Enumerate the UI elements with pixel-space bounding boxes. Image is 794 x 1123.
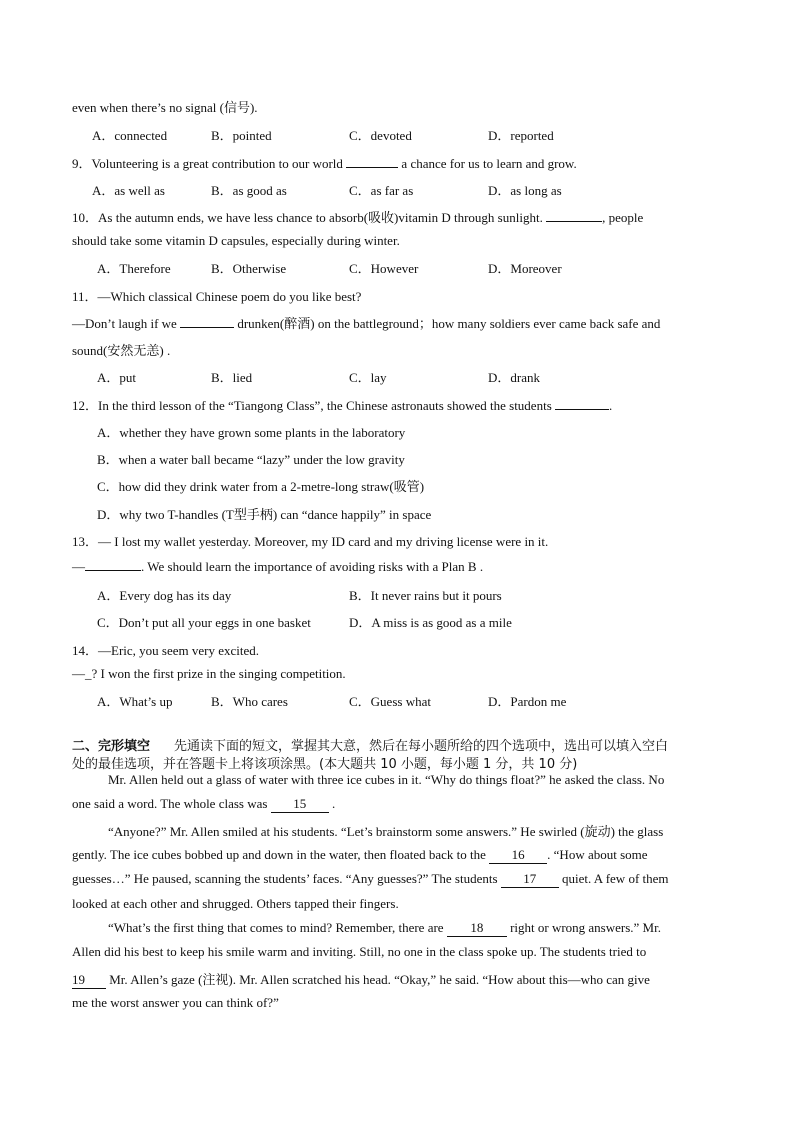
- passage-p3-line4: me the worst answer you can think of?”: [72, 995, 279, 1010]
- passage-p2-line2-pre: gently. The ice cubes bobbed up and down in the water, then floated back to the: [72, 847, 486, 862]
- blank-19[interactable]: 19: [72, 972, 106, 989]
- passage-p3-line3: [72, 969, 650, 989]
- q8-option-a[interactable]: A．connected: [92, 128, 168, 143]
- q9-stem: [72, 153, 577, 172]
- q14-number: 14．: [72, 643, 99, 658]
- passage-p2-line3-pre: guesses…” He paused, scanning the students’ faces. “Any guesses?” The students: [72, 871, 498, 886]
- q10-option-b[interactable]: B．Otherwise: [211, 261, 287, 276]
- blank-15[interactable]: 15: [271, 796, 329, 813]
- q11-option-a[interactable]: A．put: [97, 370, 137, 385]
- q9-option-a[interactable]: A．as well as: [92, 183, 165, 198]
- passage-p2-line2-post: . “How about some: [547, 847, 648, 862]
- q11-stem-pre: —Don’t laugh if we: [72, 316, 177, 331]
- section2-instructions-1: 先通读下面的短文，掌握其大意，然后在每小题所给的四个选项中，选出可以填入空白: [174, 739, 669, 754]
- q13-stem-pre: —: [72, 559, 85, 574]
- q13-option-b[interactable]: B．It never rains but it pours: [349, 588, 502, 603]
- q13-option-a[interactable]: A．Every dog has its day: [97, 588, 232, 603]
- q11-stem: [72, 286, 361, 305]
- passage-p3-line3-post: Mr. Allen’s gaze (注视). Mr. Allen scratched his head. “Okay,” he said. “How about this—who can give: [109, 972, 650, 987]
- q10-option-a[interactable]: A．Therefore: [97, 261, 171, 276]
- q9-blank[interactable]: [346, 155, 398, 168]
- q10-stem-post: , people: [602, 210, 644, 225]
- q13-stem-post: . We should learn the importance of avoiding risks with a Plan B .: [141, 559, 484, 574]
- q11-option-c[interactable]: C．lay: [349, 370, 387, 385]
- q10-number: 10．: [72, 210, 99, 225]
- q11-blank[interactable]: [180, 315, 234, 328]
- q12-stem: [72, 395, 612, 414]
- q14-option-d[interactable]: D．Pardon me: [488, 694, 567, 709]
- q13-number: 13．: [72, 534, 99, 549]
- q12-option-b[interactable]: B．when a water ball became “lazy” under the low gravity: [97, 452, 405, 467]
- q14-stem-line2: —_? I won the first prize in the singing competition.: [72, 666, 346, 681]
- section2-instructions-2: 处的最佳选项，并在答题卡上将该项涂黑。(本大题共 10 小题，每小题 1 分，共 10 分): [72, 757, 578, 772]
- blank-17[interactable]: 17: [501, 871, 559, 888]
- q13-blank[interactable]: [85, 558, 141, 571]
- passage-p2-line1: “Anyone?” Mr. Allen smiled at his students. “Let’s brainstorm some answers.” He swirled (旋动) the glass: [108, 824, 664, 839]
- q9-stem-post: a chance for us to learn and grow.: [401, 156, 577, 171]
- passage-p2-line3: [72, 871, 669, 888]
- q8-stem-line: even when there’s no signal (信号).: [72, 100, 258, 115]
- q11-stem-line3: sound(安然无恙) .: [72, 343, 171, 358]
- q12-number: 12．: [72, 398, 99, 413]
- q9-stem-pre: Volunteering is a great contribution to our world: [91, 156, 343, 171]
- section2-heading: 二、完形填空: [72, 739, 151, 754]
- q11-line1: —Which classical Chinese poem do you like best?: [97, 289, 362, 304]
- passage-p3-line1-post: right or wrong answers.” Mr.: [510, 920, 661, 935]
- q9-option-b[interactable]: B．as good as: [211, 183, 287, 198]
- q10-blank[interactable]: [546, 209, 602, 222]
- q13-option-d[interactable]: D．A miss is as good as a mile: [349, 615, 512, 630]
- q9-option-c[interactable]: C．as far as: [349, 183, 414, 198]
- q8-option-c[interactable]: C．devoted: [349, 128, 412, 143]
- q13-stem: [72, 531, 548, 550]
- q12-stem-post: .: [609, 398, 613, 413]
- section2-heading-line: [72, 735, 668, 754]
- q14-line1: —Eric, you seem very excited.: [98, 643, 260, 658]
- q12-blank[interactable]: [555, 397, 609, 410]
- q8-option-d[interactable]: D．reported: [488, 128, 554, 143]
- q12-stem-pre: In the third lesson of the “Tiangong Class”, the Chinese astronauts showed the students: [98, 398, 552, 413]
- q11-option-b[interactable]: B．lied: [211, 370, 253, 385]
- passage-p1-line2: [72, 796, 335, 813]
- q10-stem: [72, 207, 643, 226]
- passage-p2-line4: looked at each other and shrugged. Others tapped their fingers.: [72, 896, 399, 911]
- q13-stem-line2: [72, 558, 483, 575]
- q10-stem-pre: As the autumn ends, we have less chance to absorb(吸收)vitamin D through sunlight.: [98, 210, 543, 225]
- q14-stem: [72, 640, 259, 659]
- q12-option-c[interactable]: C．how did they drink water from a 2-metre-long straw(吸管): [97, 479, 425, 494]
- passage-p1-line2-pre: one said a word. The whole class was: [72, 796, 268, 811]
- q13-line1: — I lost my wallet yesterday. Moreover, my ID card and my driving license were in it.: [98, 534, 549, 549]
- blank-18[interactable]: 18: [447, 920, 507, 937]
- q11-stem-post: drunken(醉酒) on the battleground；how many soldiers ever came back safe and: [237, 316, 661, 331]
- blank-16[interactable]: 16: [489, 847, 547, 864]
- q13-option-c[interactable]: C．Don’t put all your eggs in one basket: [97, 615, 311, 630]
- q11-stem-line2: [72, 313, 660, 332]
- passage-p3-line2: Allen did his best to keep his smile warm and inviting. Still, no one in the class spoke up. The students tried to: [72, 944, 647, 959]
- q11-number: 11．: [72, 289, 98, 304]
- q12-option-a[interactable]: A．whether they have grown some plants in the laboratory: [97, 425, 406, 440]
- passage-p3-line1-pre: “What’s the first thing that comes to mind? Remember, there are: [108, 920, 444, 935]
- q14-option-b[interactable]: B．Who cares: [211, 694, 288, 709]
- q9-option-d[interactable]: D．as long as: [488, 183, 562, 198]
- passage-p2-line3-post: quiet. A few of them: [562, 871, 669, 886]
- q10-option-d[interactable]: D．Moreover: [488, 261, 562, 276]
- passage-p1-line1: Mr. Allen held out a glass of water with three ice cubes in it. “Why do things float?” he asked the class. No: [108, 772, 665, 787]
- q10-option-c[interactable]: C．However: [349, 261, 419, 276]
- passage-p3-line1: [108, 920, 661, 937]
- q8-option-b[interactable]: B．pointed: [211, 128, 272, 143]
- passage-p2-line2: [72, 847, 648, 864]
- q9-number: 9．: [72, 156, 92, 171]
- q11-option-d[interactable]: D．drank: [488, 370, 540, 385]
- q14-option-a[interactable]: A．What’s up: [97, 694, 173, 709]
- passage-p1-line2-post: .: [331, 796, 336, 811]
- q14-option-c[interactable]: C．Guess what: [349, 694, 431, 709]
- q12-option-d[interactable]: D．why two T-handles (T型手柄) can “dance happily” in space: [97, 507, 432, 522]
- q10-stem-line2: should take some vitamin D capsules, especially during winter.: [72, 233, 400, 248]
